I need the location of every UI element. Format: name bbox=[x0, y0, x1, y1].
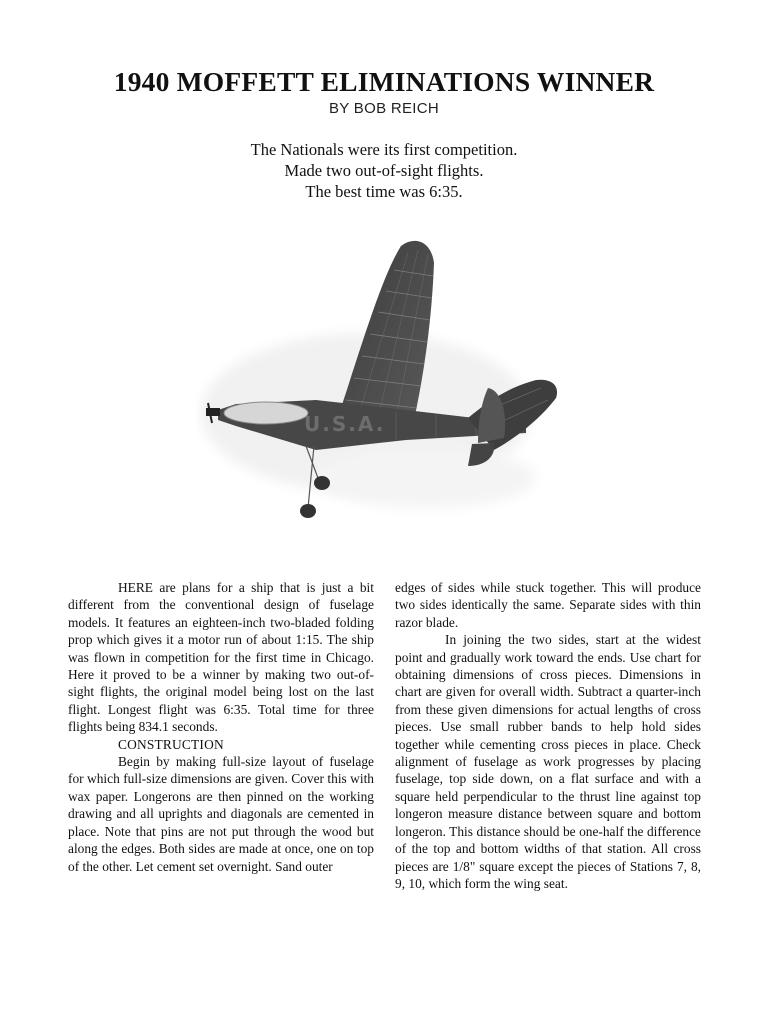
paragraph: HERE are plans for a ship that is just a bit different from the conventional design of fuselage models. It features an eighteen-inch two-bladed folding prop which gives it a motor run of about 1:15. The ship was flown in competition for the first time in Chicago. Here it proved to be a winner by making two out-of-sight flights, the original model being lost on the last flight. Longest flight was 6:35. Total time for three flights being 834.1 seconds. bbox=[68, 580, 374, 735]
intro-line: The Nationals were its first competition. bbox=[250, 140, 518, 159]
page-title: 1940 MOFFETT ELIMINATIONS WINNER bbox=[113, 66, 655, 97]
intro-block bbox=[0, 139, 768, 202]
paragraph: edges of sides while stuck together. This will produce two sides identically the same. Separate sides with thin razor blade. bbox=[395, 580, 701, 630]
paragraph: In joining the two sides, start at the widest point and gradually work toward the ends. Use chart for obtaining dimensions of cross pieces. Dimensions in chart are given for overall width. Subtract a quarter-inch from these given dimensions for actual lengths of cross pieces. Use small rubber bands to help hold sides together while cementing cross pieces in place. Check alignment of fuselage as work progresses by placing fuselage, top side down, on a flat surface and with a square held perpendicular to the thrust line against top longeron measure distance between square and bottom longeron. This distance should be one-half the difference of the top and bottom widths of that station. All cross pieces are 1/8" square except the pieces of Stations 7, 8, 9, 10, which form the wing seat. bbox=[395, 632, 701, 891]
left-column bbox=[68, 579, 374, 875]
section-heading: CONSTRUCTION bbox=[118, 736, 224, 752]
fuselage-lettering: U.S.A. bbox=[304, 412, 386, 436]
right-column bbox=[395, 579, 701, 892]
model-airplane-photo bbox=[196, 228, 576, 528]
intro-line: The best time was 6:35. bbox=[305, 182, 463, 201]
intro-line: Made two out-of-sight flights. bbox=[284, 161, 484, 180]
byline: BY BOB REICH bbox=[328, 100, 440, 117]
paragraph: Begin by making full-size layout of fuselage for which full-size dimensions are given. Cover this with wax paper. Longerons are then pinned on the working drawing and all uprights and diagonals are cemented in place. Note that pins are not put through the wood but along the edges. Both sides are made at once, one on top of the other. Let cement set overnight. Sand outer bbox=[68, 754, 374, 874]
